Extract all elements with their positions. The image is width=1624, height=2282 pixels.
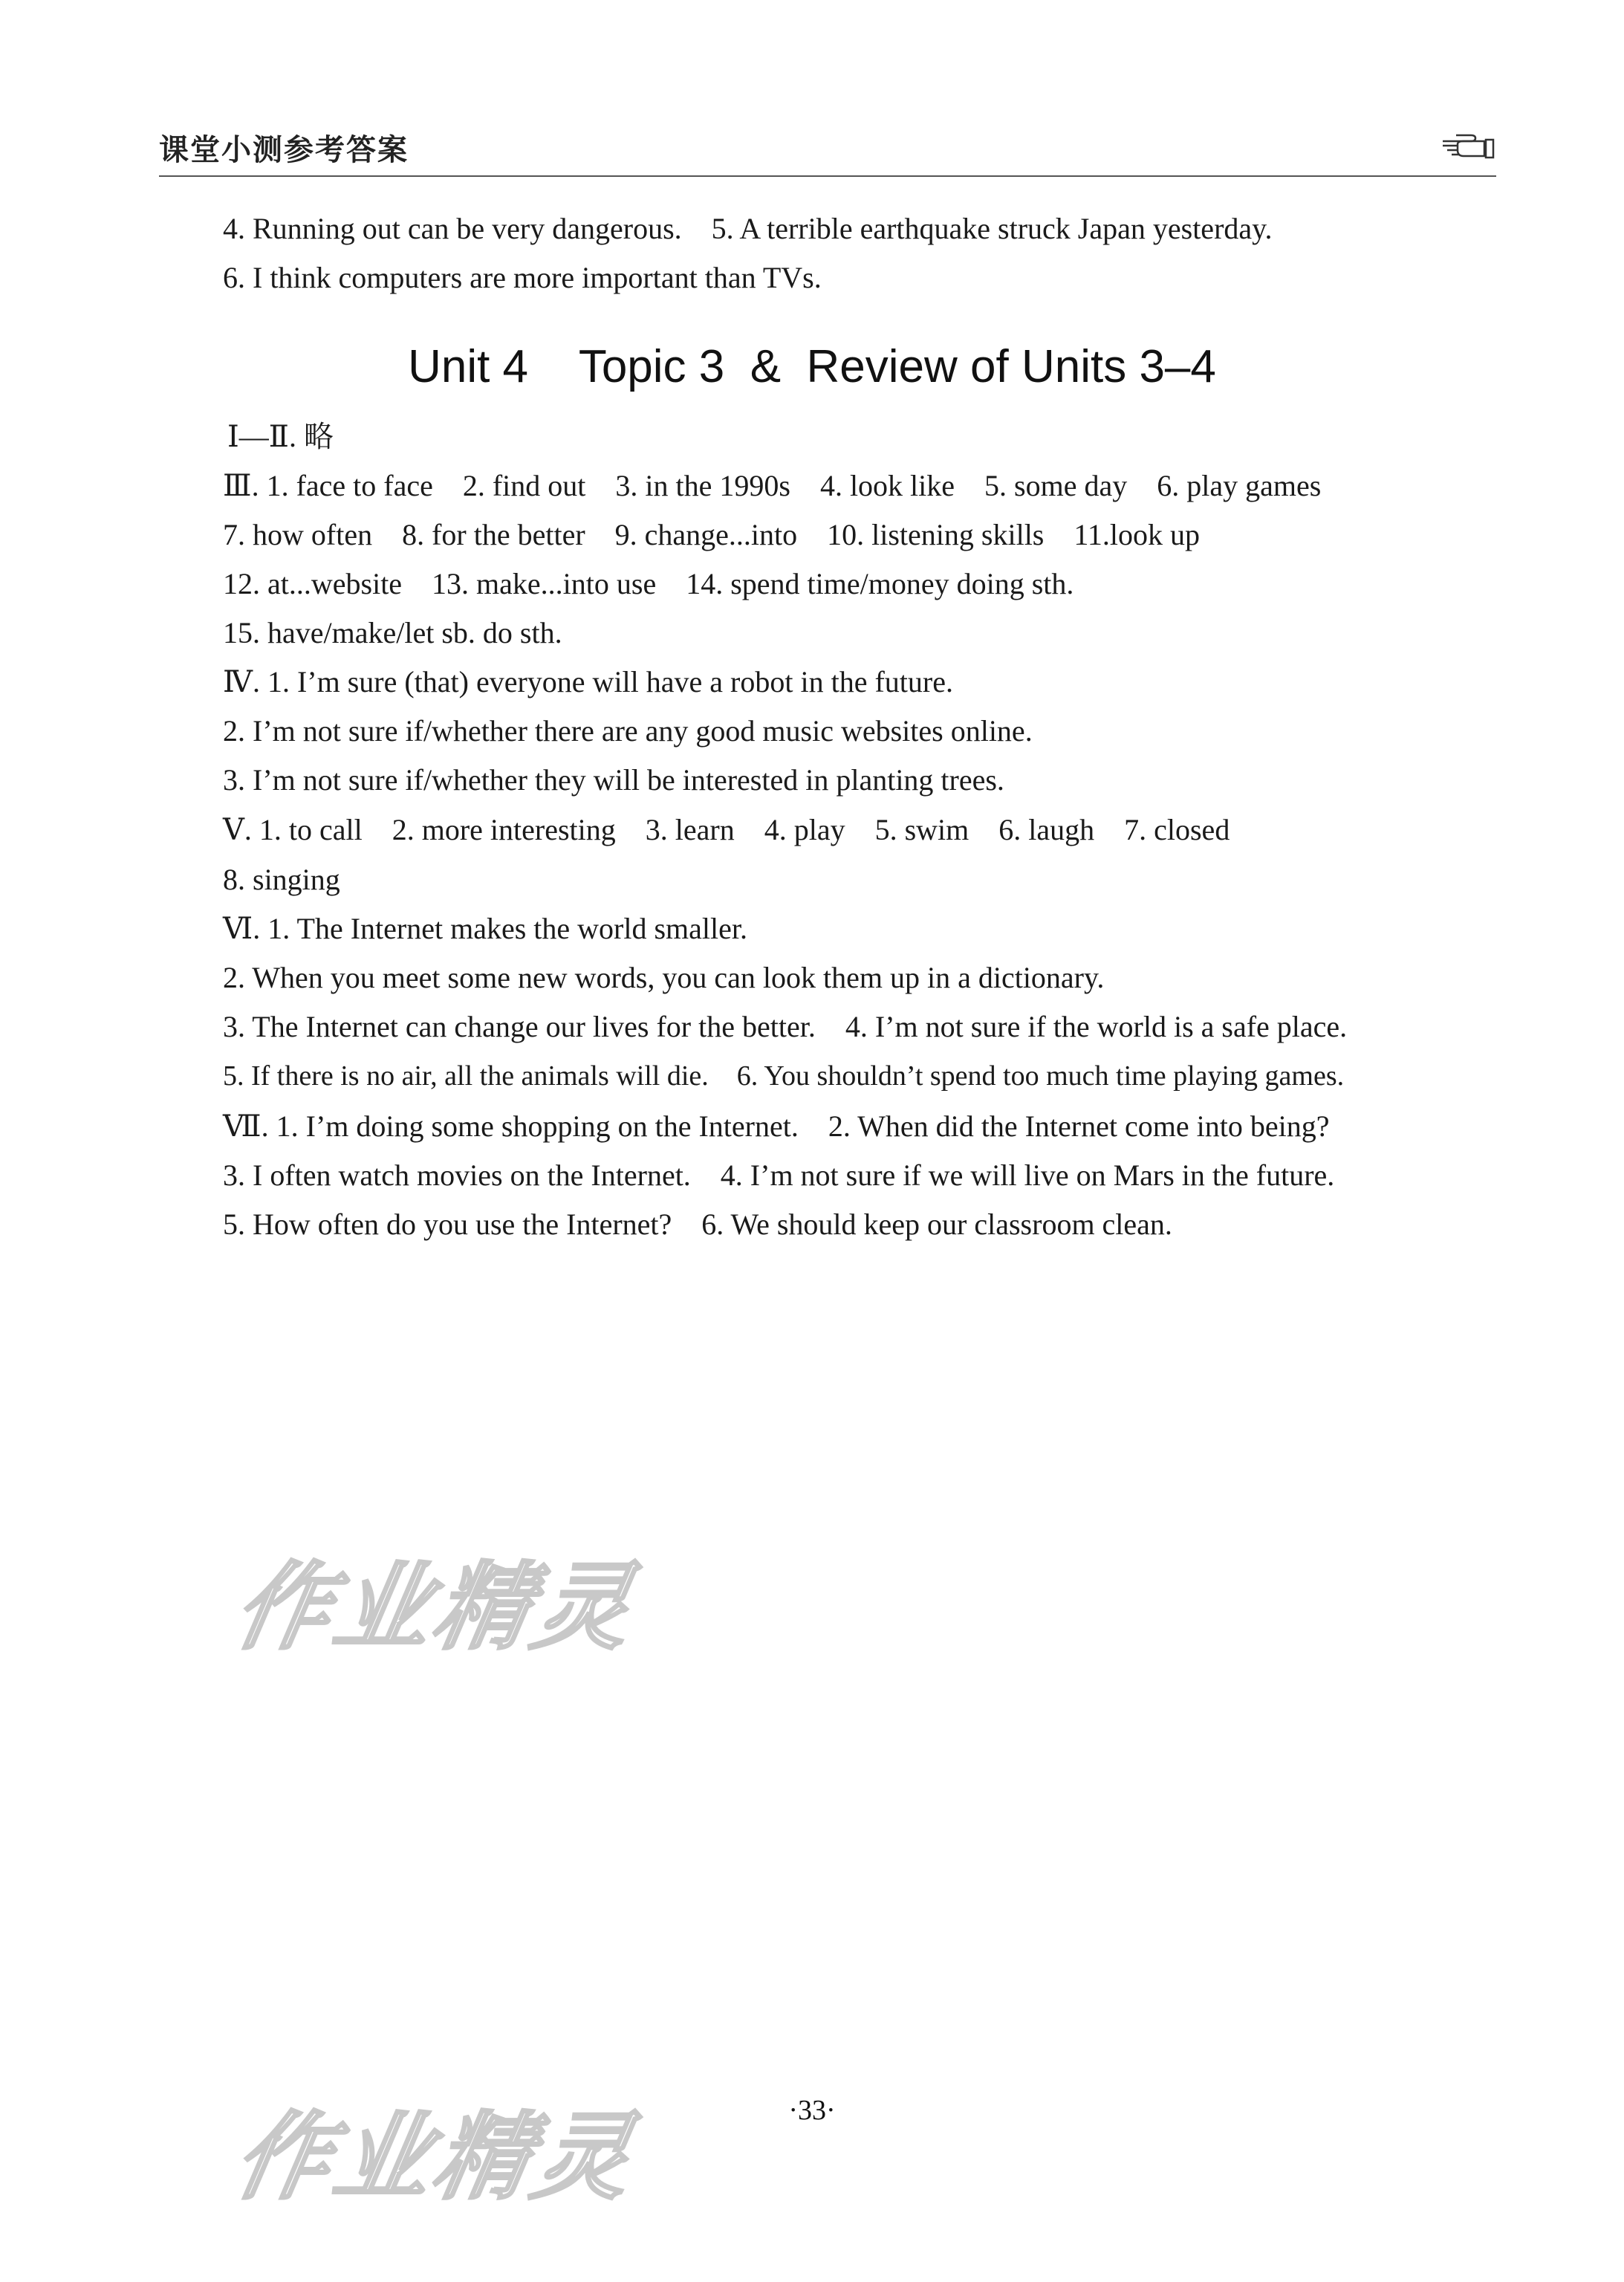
answer-line: 3. I’m not sure if/whether they will be interested in planting trees.	[223, 763, 1004, 797]
answer-line: Ⅵ. 1. The Internet makes the world smaller.	[223, 912, 747, 945]
answer-line: 2. When you meet some new words, you can look them up in a dictionary.	[223, 961, 1105, 994]
answer-line: Ⅴ. 1. to call 2. more interesting 3. learn 4. play 5. swim 6. laugh 7. closed	[223, 813, 1230, 846]
answer-line: Ⅲ. 1. face to face 2. find out 3. in the 1990s 4. look like 5. some day 6. play games	[223, 469, 1322, 502]
answer-line: 5. If there is no air, all the animals will die. 6. You shouldn’t spend too much time playing games.	[223, 1060, 1345, 1092]
answer-line: 12. at...website 13. make...into use 14. spend time/money doing sth.	[223, 567, 1074, 600]
section-title: Unit 4 Topic 3 & Review of Units 3–4	[408, 341, 1216, 392]
watermark: 作业精灵	[226, 1552, 645, 1663]
watermark: 作业精灵	[226, 2102, 645, 2213]
answer-line: Ⅶ. 1. I’m doing some shopping on the Internet. 2. When did the Internet come into being?	[223, 1109, 1330, 1143]
answer-line: 15. have/make/let sb. do sth.	[223, 616, 562, 649]
header-divider	[159, 175, 1496, 177]
answer-line: 3. The Internet can change our lives for the better. 4. I’m not sure if the world is a safe place.	[223, 1010, 1348, 1043]
text-line: 4. Running out can be very dangerous. 5. A terrible earthquake struck Japan yesterday.	[223, 212, 1273, 245]
answer-line: Ⅳ. 1. I’m sure (that) everyone will have a robot in the future.	[223, 665, 953, 698]
answer-line: Ⅰ—Ⅱ. 略	[227, 420, 334, 453]
page-number: ·33·	[788, 2095, 836, 2126]
answer-line: 8. singing	[223, 863, 340, 896]
pointing-hand-icon	[1441, 131, 1496, 161]
answer-line: 5. How often do you use the Internet? 6. We should keep our classroom clean.	[223, 1208, 1172, 1241]
header-title: 课堂小测参考答案	[159, 133, 409, 167]
answer-line: 2. I’m not sure if/whether there are any good music websites online.	[223, 714, 1033, 748]
answer-line: 3. I often watch movies on the Internet. 4. I’m not sure if we will live on Mars in the future.	[223, 1158, 1335, 1192]
text-line: 6. I think computers are more important than TVs.	[223, 261, 822, 294]
page-header	[159, 126, 1496, 178]
answer-line: 7. how often 8. for the better 9. change...into 10. listening skills 11.look up	[223, 518, 1200, 551]
